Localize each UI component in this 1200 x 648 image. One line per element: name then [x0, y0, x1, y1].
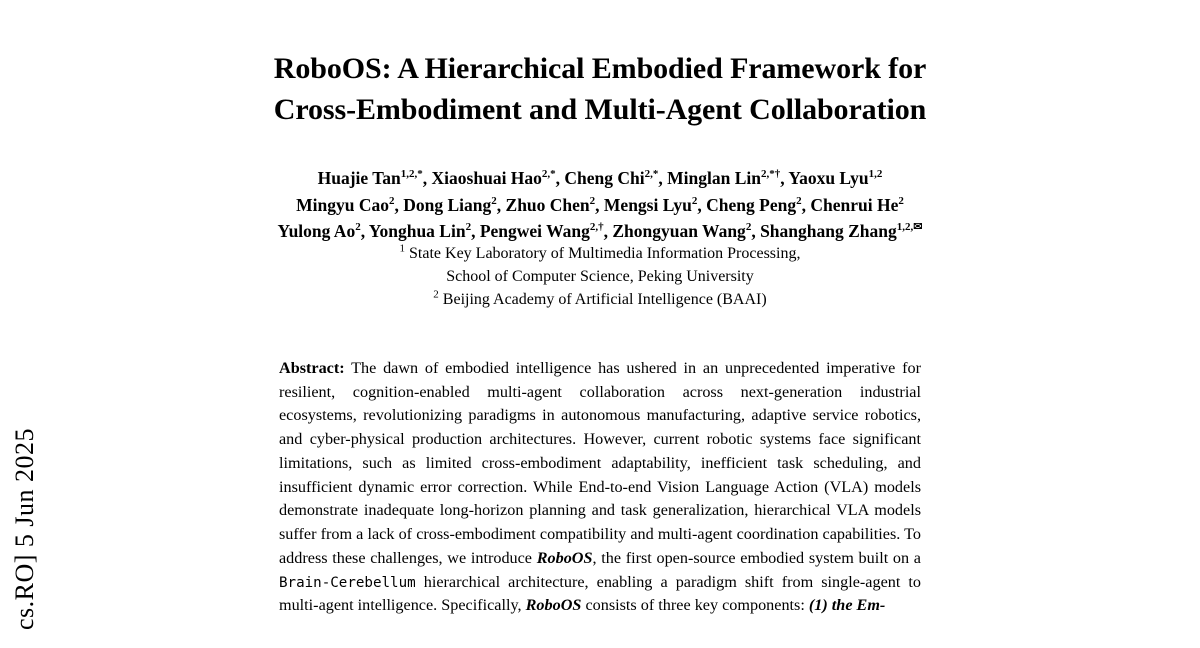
arxiv-stamp: cs.RO] 5 Jun 2025: [10, 427, 39, 630]
affiliation-line: $^2$ Beijing Academy of Artificial Intelligence (BAAI): [433, 289, 767, 309]
abstract-label: Abstract:: [279, 359, 345, 377]
author-line: Yulong Ao$^2$, Yonghua Lin$^2$, Pengwei Wang$^{2,\dagger}$, Zhongyuan Wang$^2$, Shanghang Zhang$^{1,2,✉}$: [277, 221, 923, 242]
abstract-body-4: consists of three key components:: [581, 596, 809, 615]
affiliation-text: School of Computer Science, Peking University: [446, 268, 754, 286]
abstract-mono-brain-cerebellum: Brain-Cerebellum: [279, 574, 416, 591]
author-line: Huajie Tan$^{1,2,*}$, Xiaoshuai Hao$^{2,*}$, Cheng Chi$^{2,*}$, Minglan Lin$^{2,*\dagger}$, Yaoxu Lyu$^{1,2}$: [317, 168, 883, 188]
author-list: [180, 165, 1020, 245]
abstract-body: The dawn of embodied intelligence has ushered in an unprecedented imperative for resilient, cognition-enabled multi-agent collaboration across next-generation industrial ecosystems, revolutionizing paradigms in autonomous manufacturing, adaptive service robotics, and cyber-physical production architectures. However, current robotic systems face significant limitations, such as limited cross-embodiment adaptability, inefficient task scheduling, and insufficient dynamic error correction. While End-to-end Vision Language Action (VLA) models demonstrate inadequate long-horizon planning and task generalization, hierarchical VLA models suffer from a lack of cross-embodiment compatibility and multi-agent coordination capabilities. To address these challenges, we introduce: [279, 359, 921, 567]
page-title: [200, 48, 1000, 131]
abstract-emphasis-roboos-2: RoboOS: [525, 596, 582, 615]
abstract-emphasis-component-1: (1) the Em-: [808, 596, 886, 615]
abstract-emphasis-roboos-1: RoboOS: [536, 548, 593, 567]
abstract-body-3: hierarchical architecture, enabling a paradigm shift from single-agent to multi-agent intelligence. Specifically,: [279, 572, 921, 615]
affiliation-text: Beijing Academy of Artificial Intelligence (BAAI): [442, 291, 767, 309]
affiliation-list: [180, 242, 1020, 312]
title-line-2: Cross-Embodiment and Multi-Agent Collaboration: [273, 93, 927, 127]
title-line-1: RoboOS: A Hierarchical Embodied Framework for: [273, 52, 927, 85]
affiliation-line: [180, 265, 1020, 288]
affiliation-line: $^1$ State Key Laboratory of Multimedia Information Processing,: [399, 242, 801, 262]
abstract-body-2: , the first open-source embodied system built on a: [592, 548, 921, 567]
abstract-section: [279, 357, 921, 618]
affiliation-text: State Key Laboratory of Multimedia Information Processing,: [409, 245, 801, 262]
author-line: Mingyu Cao$^2$, Dong Liang$^2$, Zhuo Chen$^2$, Mengsi Lyu$^2$, Cheng Peng$^2$, Chenrui He$^2$: [296, 194, 904, 215]
